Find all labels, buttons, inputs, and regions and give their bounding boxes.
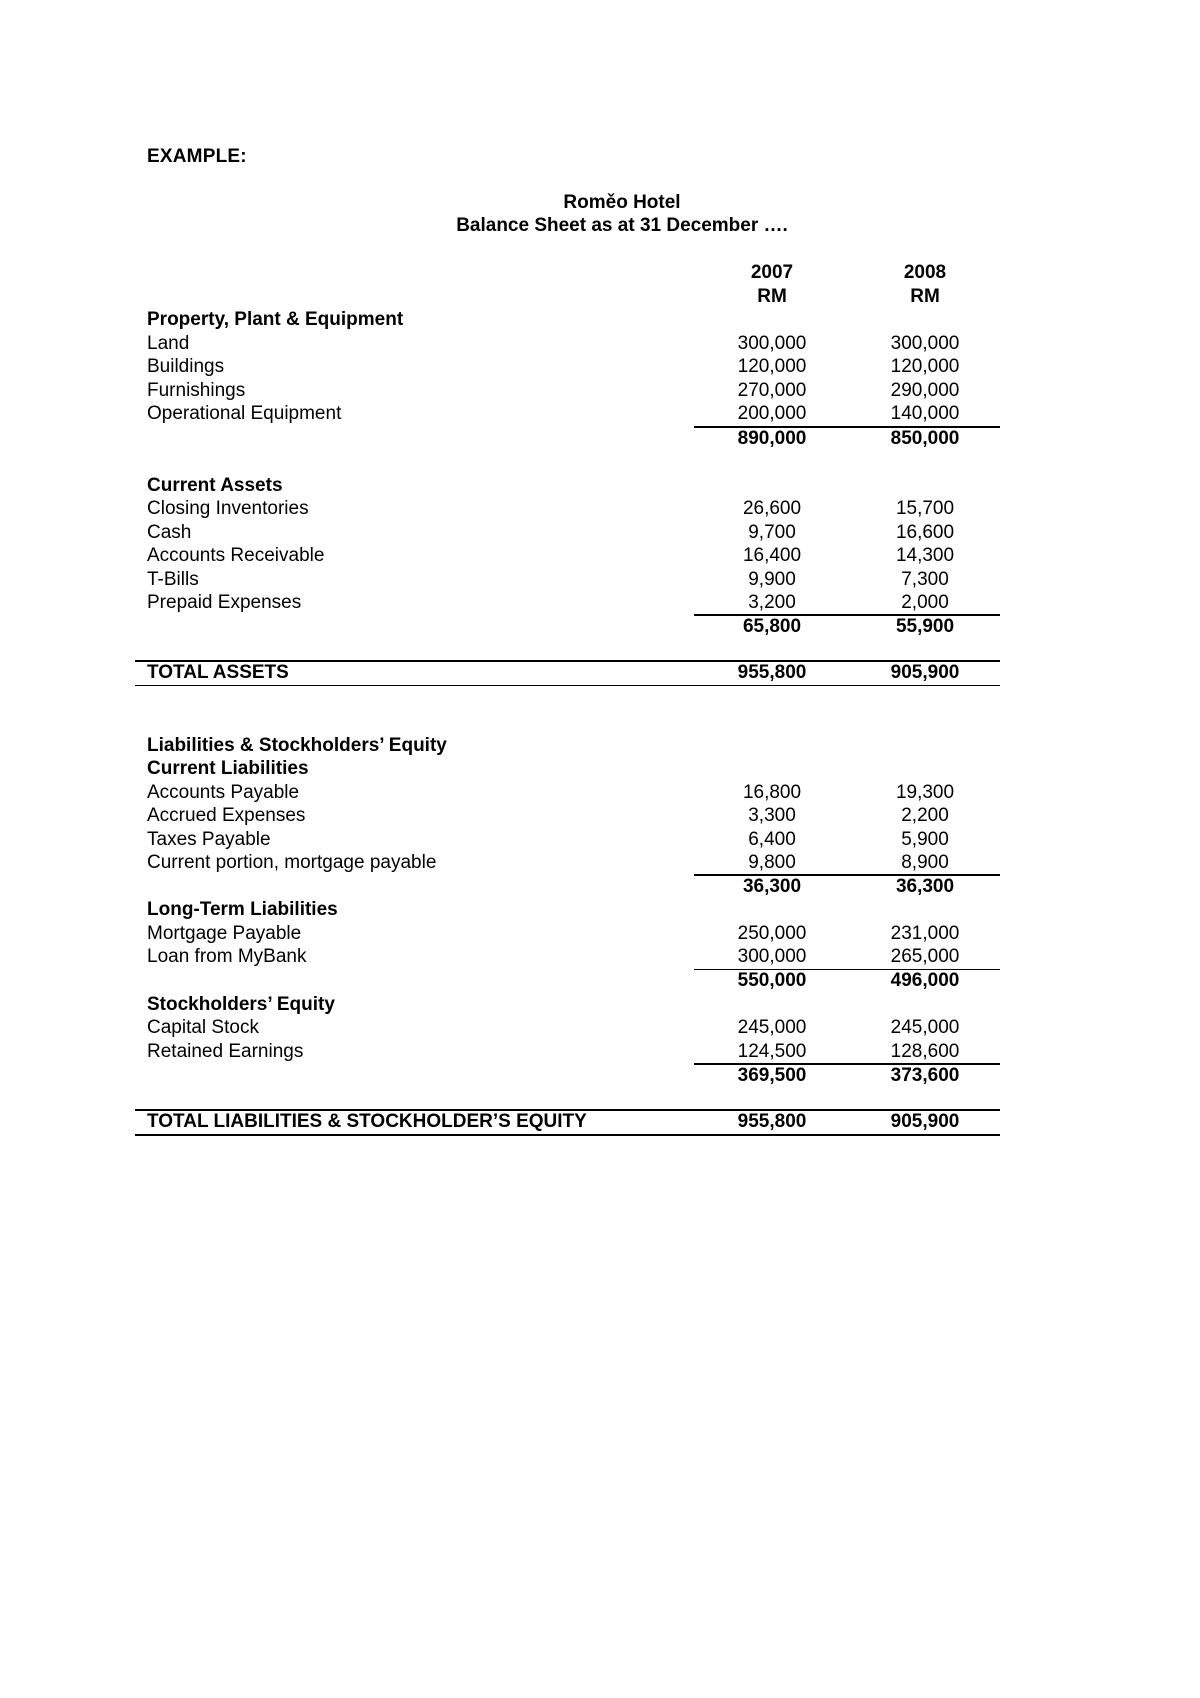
row-label: Accounts Receivable	[147, 545, 325, 566]
row-label: Accrued Expenses	[147, 805, 306, 826]
year-label: 2007	[750, 262, 794, 283]
year-label: 2008	[903, 262, 947, 283]
value-2008: 128,600	[890, 1040, 960, 1062]
value-2008: 5,900	[901, 828, 949, 850]
subtotal-2007: 890,000	[737, 428, 807, 449]
row-label: Land	[147, 332, 190, 354]
total-rule-bottom	[135, 685, 1000, 686]
row-label: Accounts Payable	[147, 781, 300, 803]
row-label: Current portion, mortgage payable	[147, 852, 437, 873]
row-label: Taxes Payable	[147, 828, 271, 850]
value-2008: 14,300	[895, 545, 955, 566]
value-2007: 6,400	[748, 828, 796, 850]
value-2007: 26,600	[742, 498, 802, 519]
row-label: Closing Inventories	[147, 498, 309, 519]
total-rule-bottom	[135, 1134, 1000, 1136]
subtotal-2007: 369,500	[737, 1064, 807, 1086]
row-label: Mortgage Payable	[147, 922, 302, 944]
total-2008: 905,900	[890, 662, 960, 683]
value-2007: 3,200	[748, 592, 796, 613]
total-2007: 955,800	[737, 1111, 807, 1132]
sheet-title: Balance Sheet as at 31 December ….	[456, 215, 788, 236]
total-2008: 905,900	[890, 1111, 960, 1132]
column-header-2007	[697, 261, 847, 308]
value-2008: 231,000	[890, 922, 960, 944]
row-label: Furnishings	[147, 379, 246, 401]
row-label: Capital Stock	[147, 1017, 259, 1038]
total-2007: 955,800	[737, 662, 807, 683]
value-2008: 140,000	[890, 403, 960, 424]
value-2007: 250,000	[737, 922, 807, 944]
value-2008: 300,000	[890, 332, 960, 354]
row-label: TOTAL LIABILITIES & STOCKHOLDER’S EQUITY	[147, 1111, 587, 1132]
value-2008: 15,700	[895, 498, 955, 519]
subtotal-2007: 65,800	[742, 615, 802, 637]
currency-label: RM	[910, 285, 940, 307]
subtotal-2007: 36,300	[742, 875, 802, 897]
value-2007: 300,000	[737, 946, 807, 967]
column-header-2008	[850, 261, 1000, 308]
value-2008: 19,300	[895, 781, 955, 803]
row-label: Retained Earnings	[147, 1040, 304, 1062]
value-2008: 265,000	[890, 946, 960, 967]
value-2008: 2,000	[901, 592, 949, 613]
value-2007: 16,400	[742, 545, 802, 566]
value-2007: 270,000	[737, 379, 807, 401]
value-2008: 8,900	[901, 852, 949, 873]
currency-label: RM	[757, 285, 787, 307]
value-2007: 300,000	[737, 332, 807, 354]
row-label: Operational Equipment	[147, 403, 342, 424]
document-page: EXAMPLE: Roměo Hotel Balance Sheet as at 31 December …. 2007 RM 2008 RM Property, Plant & Equipment Land 300,000 300,000 Buildings 120,000 120,000 Furnishings 270,000 290,000 Operational Equipment 200,000 140,000 890,000 850,000 Current Assets Closing Inventories 26,600 15,700 Cash 9,700 16,600 Accounts Receivable 16,400 14,300 T-Bills 9,900 7,300 Prepaid Expenses 3,200 2,000 65,800 55,900 TOTAL ASSETS 955,800 905,900 Liabilities & Stockholders’ Equity Current Liabilities Accounts Payable 16,800 19,300 Accrued Expenses 3,300 2,200 Taxes Payable 6,400 5,900 Current portion, mortgage payable 9,800 8,900 36,300 36,300 Long-Term Liabilities Mortgage Payable 250,000 231,000 Loan from MyBank 300,000 265,000 550,000 496,000 Stockholders’ Equity Capital Stock 245,000 245,000 Retained Earnings 124,500 128,600 369,500 373,600 TOTAL LIABILITIES & STOCKHOLDER’S EQUITY 955,800 905,900	[0, 0, 1200, 1698]
subtotal-2008: 373,600	[890, 1064, 960, 1086]
value-2007: 120,000	[737, 356, 807, 377]
hotel-name: Roměo Hotel	[563, 192, 681, 213]
subtotal-2008: 850,000	[890, 428, 960, 449]
value-2007: 200,000	[737, 403, 807, 424]
value-2008: 245,000	[890, 1017, 960, 1038]
subtotal-2008: 496,000	[890, 970, 960, 991]
value-2008: 16,600	[895, 521, 955, 543]
row-label: TOTAL ASSETS	[147, 662, 289, 683]
row-label: T-Bills	[147, 568, 199, 590]
example-label: EXAMPLE:	[147, 146, 247, 167]
value-2007: 3,300	[748, 805, 796, 826]
value-2008: 7,300	[901, 568, 949, 590]
value-2008: 120,000	[890, 356, 960, 377]
value-2007: 9,800	[748, 852, 796, 873]
subtotal-2008: 55,900	[895, 615, 955, 637]
subtotal-2007: 550,000	[737, 970, 807, 991]
value-2007: 9,700	[748, 521, 796, 543]
value-2007: 9,900	[748, 568, 796, 590]
value-2007: 16,800	[742, 781, 802, 803]
row-label: Prepaid Expenses	[147, 592, 302, 613]
row-label: Loan from MyBank	[147, 946, 307, 967]
row-label: Cash	[147, 521, 192, 543]
value-2008: 290,000	[890, 379, 960, 401]
subtotal-2008: 36,300	[895, 875, 955, 897]
row-label: Buildings	[147, 356, 225, 377]
value-2007: 124,500	[737, 1040, 807, 1062]
value-2007: 245,000	[737, 1017, 807, 1038]
value-2008: 2,200	[901, 805, 949, 826]
